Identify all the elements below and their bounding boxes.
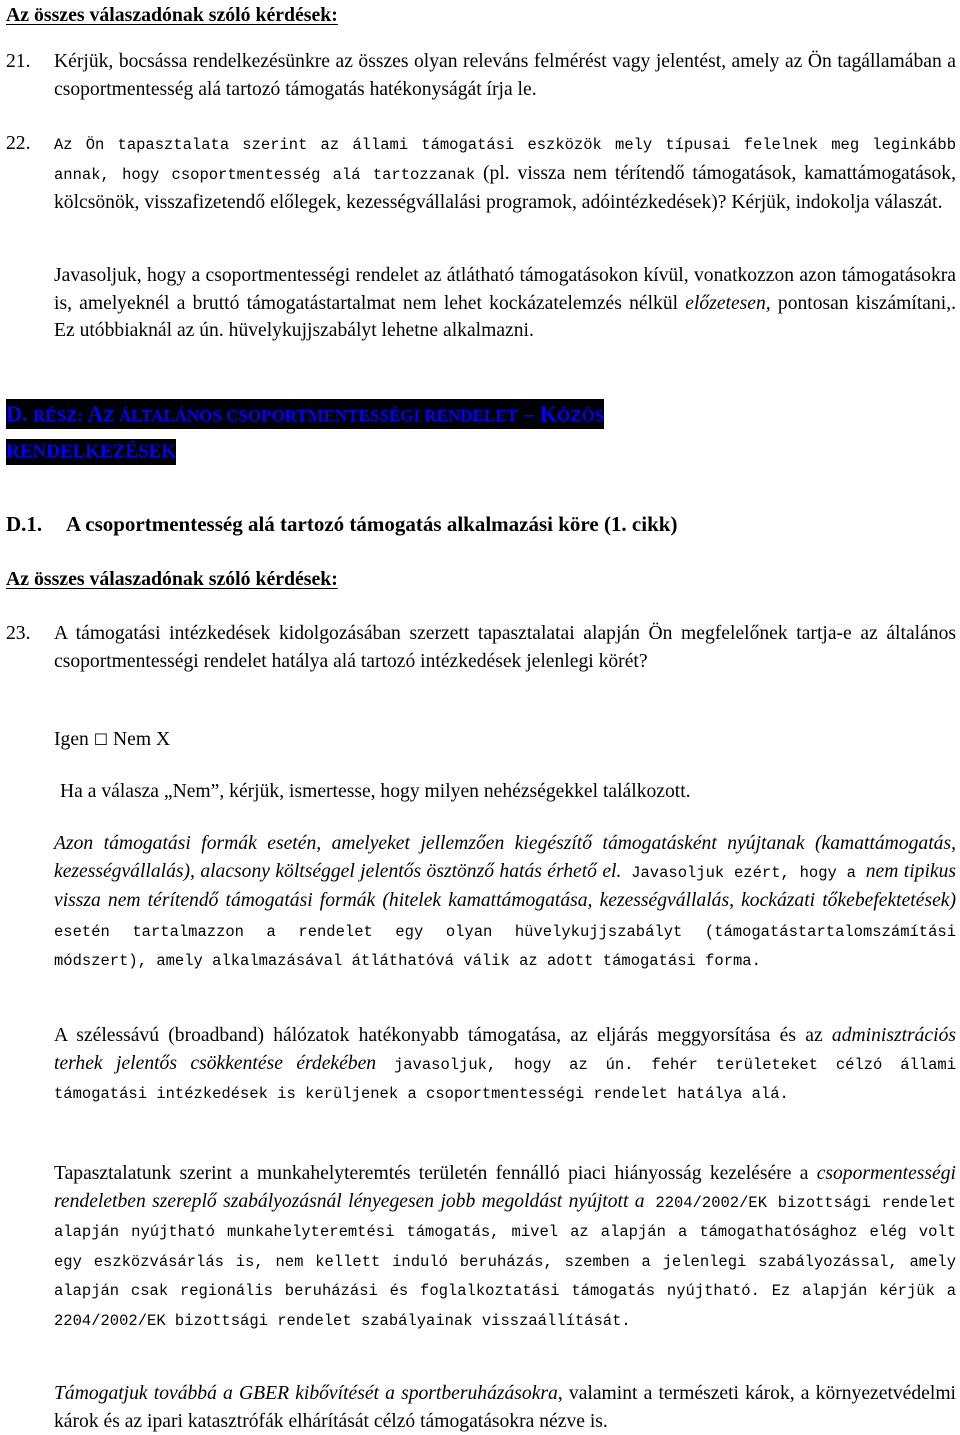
question-21 — [6, 48, 956, 103]
section-d-title-cap-2: K — [539, 401, 557, 426]
section-d-dash: – — [523, 401, 535, 426]
yes-label: Igen — [54, 729, 89, 750]
answer-23-p4-b: , valamint a természeti károk, a környezetvédelmi károk és az ipari katasztrófák elhárítását célzó támogatásokra nézve is. — [54, 1383, 957, 1432]
question-22 — [6, 130, 956, 217]
answer-22-part-a: Javasoljuk, hogy a csoportmentességi rendelet az átlátható támogatásokon kívül, vonatkozzon azon támogatásokra is, amelyeknél a bruttó támogatástartalmat nem lehet kockázatelemzés nélkül — [54, 265, 956, 314]
section-d-title-line-2: RENDELKEZÉSEK — [6, 439, 176, 465]
subsection-d1-number: D.1. — [6, 512, 43, 536]
answer-22-part-b: pontosan kiszámítani,. Ez utóbbiaknál az ún. hüvelykujjszabályt lehetne alkalmazni. — [54, 292, 957, 342]
section-d-title-rest-2: ÖZÖS — [556, 406, 605, 425]
answer-23-p2-italic: adminisztrációs terhek jelentős csökkentése érdekében — [54, 1025, 956, 1074]
answer-23-p2-a: A szélessávú (broadband) hálózatok hatékonyabb támogatása, az eljárás meggyorsítása és az — [54, 1025, 832, 1046]
answer-23-paragraph-1 — [54, 830, 956, 976]
question-22-text-b: (pl. vissza nem térítendő támogatások, kamattámogatások, kölcsönök, visszafizetendő előlegek, kezességvállalási programok, adóintézkedések)? Kérjük, indokolja válaszát. — [54, 162, 956, 214]
answer-23-paragraph-2 — [54, 1022, 956, 1109]
answer-23-p3-a: Tapasztalatunk szerint a munkahelyteremtés területén fennálló piaci hiányosság kezelésére a — [54, 1163, 817, 1184]
section-d-line-2 — [6, 434, 604, 468]
answer-23-p2-b: javasoljuk, hogy az ún. fehér területeket célzó állami támogatási intézkedések is kerüljenek a csoportmentességi rendelet hatálya alá. — [54, 1055, 956, 1104]
question-22-number: 22. — [6, 133, 31, 154]
question-21-text: Kérjük, bocsássa rendelkezésünkre az összes olyan releváns felmérést vagy jelentést, amely az Ön tagállamában a csoportmentesség alá tartozó támogatás hatékonyságát írja le. — [54, 51, 956, 100]
section-d-heading — [6, 398, 604, 468]
question-22-answer — [54, 262, 956, 345]
question-23 — [6, 620, 956, 675]
subsection-d1-heading — [6, 511, 677, 539]
answer-23-p3-italic: csopormentességi rendeletben szereplő szabályozásnál lényegesen jobb megoldást nyújtott a — [54, 1163, 956, 1212]
answer-23-p1-italic: Azon támogatási formák esetén, amelyeket jellemzően kiegészítő támogatásként nyújtanak (kamattámogatás, kezességvállalás), alacsony költséggel jelentős ösztönző hatás érhető el. — [54, 833, 956, 882]
answer-23-p1-b: esetén tartalmazzon a rendelet egy olyan hüvelykujjszabályt (támogatástartalomszámítási módszert), amely alkalmazásával átláthatóvá válik az adott támogatási forma. — [54, 922, 956, 971]
answer-23-paragraph-4 — [54, 1380, 956, 1435]
answer-23-p4-italic: Támogatjuk továbbá a GBER kibővítését a sportberuházásokra — [54, 1383, 558, 1404]
answer-23-paragraph-3 — [54, 1160, 956, 1336]
answer-23-p1-italic-2: nem tipikus vissza nem térítendő támogatási formák (hitelek kamattámogatása, kezességvállalás, kockázati tőkebefektetések) — [54, 860, 957, 912]
section-d-letter: D. — [6, 401, 28, 426]
yes-no-options — [54, 726, 956, 754]
subsection-d1-title: A csoportmentesség alá tartozó támogatás alkalmazási köre (1. cikk) — [66, 512, 678, 536]
answer-23-p1-a: Javasoljuk ezért, hogy a — [621, 863, 866, 882]
section-d-line-1 — [6, 398, 604, 432]
section-d-title-cap-1: A — [87, 401, 104, 426]
question-22-text — [54, 130, 956, 217]
no-label: Nem X — [112, 729, 171, 750]
question-23-number: 23. — [6, 623, 31, 644]
answer-23-p3-b: 2204/2002/EK bizottsági rendelet alapján nyújtható munkahelyteremtési támogatás, mivel az alapján a támogathatósághoz elég volt egy eszközvásárlás is, nem kellett induló beruházás, szemben a jelenlegi szabályozással, amely alapján csak regionális beruházási és foglalkoztatási támogatás nyújtható. Ez alapján kérjük a 2204/2002/EK bizottsági rendelet szabályainak visszaállítását. — [54, 1193, 956, 1330]
question-22-text-a: Az Ön tapasztalata szerint az állami támogatási eszközök mely típusai felelnek meg leginkább annak, hogy csoportmentesség alá tartozzanak — [54, 136, 956, 184]
heading-all-respondents: Az összes válaszadónak szóló kérdések: — [6, 4, 338, 26]
section-d-title-rest-1: Z ÁLTALÁNOS CSOPORTMENTESSÉGI RENDELET — [103, 406, 518, 425]
question-23-text: A támogatási intézkedések kidolgozásában szerzett tapasztalatai alapján Ön megfelelőnek tartja-e az általános csoportmentességi rendelet hatálya alá tartozó intézkedések jelenlegi körét? — [54, 623, 956, 672]
if-no-prompt: Ha a válasza „Nem”, kérjük, ismertesse, hogy milyen nehézségekkel találkozott. — [60, 781, 691, 802]
section-d-resz: RÉSZ: — [32, 406, 83, 425]
heading-all-respondents-2: Az összes válaszadónak szóló kérdések: — [6, 568, 338, 590]
answer-22-italic: előzetesen, — [685, 292, 771, 314]
yes-checkbox-icon[interactable]: ☐ — [93, 730, 109, 749]
question-21-number: 21. — [6, 51, 31, 72]
